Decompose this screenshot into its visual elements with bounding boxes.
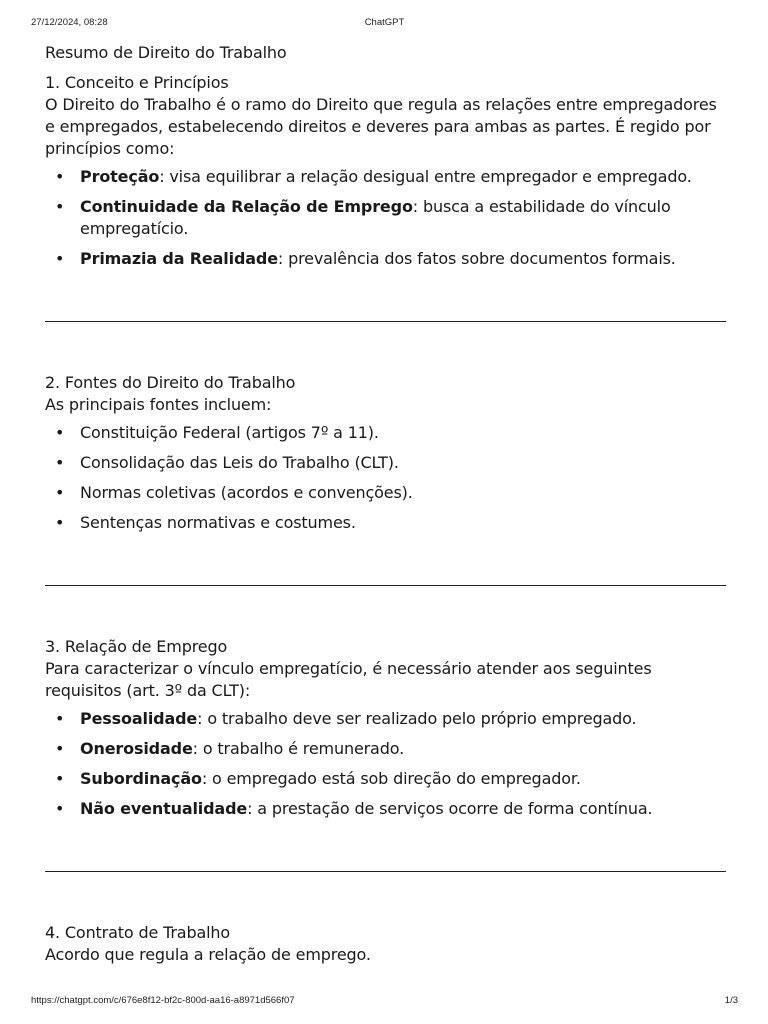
item-text: Consolidação das Leis do Trabalho (CLT).	[80, 453, 399, 472]
list-item	[45, 196, 729, 240]
list-item	[45, 768, 729, 790]
bullet-icon: •	[55, 249, 65, 268]
list-item	[45, 422, 729, 444]
print-header	[31, 17, 738, 31]
page-number: 1/3	[724, 995, 738, 1006]
bullet-icon: •	[55, 167, 65, 186]
item-text: Sentenças normativas e costumes.	[80, 513, 356, 532]
list-item	[45, 512, 729, 534]
bullet-icon: •	[55, 769, 65, 788]
print-app-title: ChatGPT	[364, 17, 405, 28]
item-text: : a prestação de serviços ocorre de forma contínua.	[247, 799, 653, 818]
print-footer	[31, 995, 738, 1009]
list-item	[45, 738, 729, 760]
section-contrato	[45, 922, 729, 966]
item-term: Subordinação	[80, 769, 202, 788]
section-conceito	[45, 72, 729, 270]
bullet-list	[45, 422, 729, 534]
section-heading: 3. Relação de Emprego	[45, 637, 228, 656]
bullet-icon: •	[55, 799, 65, 818]
item-term: Proteção	[80, 167, 160, 186]
section-heading: 4. Contrato de Trabalho	[45, 923, 231, 942]
list-item	[45, 798, 729, 820]
bullet-list	[45, 708, 729, 820]
item-text: Normas coletivas (acordos e convenções).	[80, 483, 413, 502]
bullet-icon: •	[55, 423, 65, 442]
list-item	[45, 248, 729, 270]
item-text: Constituição Federal (artigos 7º a 11).	[80, 423, 379, 442]
list-item	[45, 166, 729, 188]
page-url: https://chatgpt.com/c/676e8f12-bf2c-800d-aa16-a8971d566f07	[31, 995, 295, 1006]
bullet-icon: •	[55, 739, 65, 758]
item-text: : busca a estabilidade do vínculo empregatício.	[80, 197, 671, 238]
print-datetime: 27/12/2024, 08:28	[31, 17, 108, 28]
section-intro: Acordo que regula a relação de emprego.	[45, 945, 371, 964]
bullet-icon: •	[55, 197, 65, 216]
bullet-icon: •	[55, 513, 65, 532]
section-heading: 1. Conceito e Princípios	[45, 73, 229, 92]
item-term: Onerosidade	[80, 739, 193, 758]
item-term: Primazia da Realidade	[80, 249, 278, 268]
item-text: : o trabalho deve ser realizado pelo próprio empregado.	[197, 709, 637, 728]
section-intro: O Direito do Trabalho é o ramo do Direito que regula as relações entre empregadores e empregados, estabelecendo direitos e deveres para ambas as partes. É regido por princípios como:	[45, 95, 717, 158]
item-text: : o trabalho é remunerado.	[192, 739, 405, 758]
item-term: Não eventualidade	[80, 799, 248, 818]
section-fontes	[45, 372, 729, 534]
section-relacao-emprego	[45, 636, 729, 820]
bullet-icon: •	[55, 709, 65, 728]
section-heading: 2. Fontes do Direito do Trabalho	[45, 373, 296, 392]
list-item	[45, 452, 729, 474]
item-term: Pessoalidade	[80, 709, 198, 728]
bullet-list	[45, 166, 729, 270]
bullet-icon: •	[55, 483, 65, 502]
item-text: : visa equilibrar a relação desigual entre empregador e empregado.	[159, 167, 692, 186]
section-intro: Para caracterizar o vínculo empregatício, é necessário atender aos seguintes requisitos (art. 3º da CLT):	[45, 659, 652, 700]
document-body	[45, 42, 729, 966]
item-text: : o empregado está sob direção do empregador.	[201, 769, 581, 788]
document-title: Resumo de Direito do Trabalho	[45, 43, 287, 62]
list-item	[45, 708, 729, 730]
bullet-icon: •	[55, 453, 65, 472]
list-item	[45, 482, 729, 504]
item-term: Continuidade da Relação de Emprego	[80, 197, 413, 216]
item-text: : prevalência dos fatos sobre documentos formais.	[277, 249, 676, 268]
section-intro: As principais fontes incluem:	[45, 395, 272, 414]
